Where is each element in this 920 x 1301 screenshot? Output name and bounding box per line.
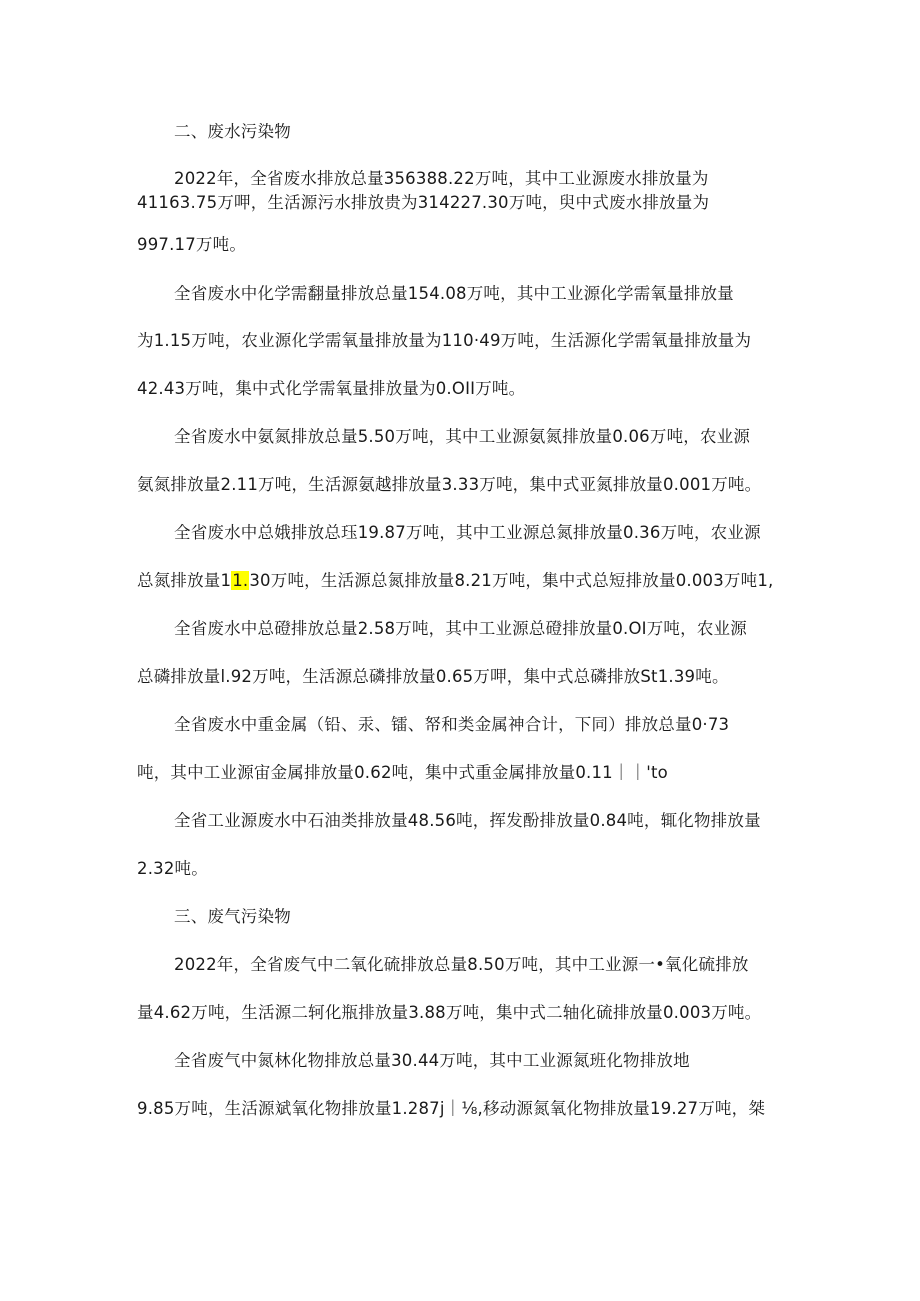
text-run: 总氮排放量1: [137, 571, 232, 590]
paragraph-line: 全省废水中总磴排放总量2.58万吨，其中工业源总磴排放量0.OI万吨，农业源: [174, 619, 747, 638]
section-heading-wastewater: 二、废水污染物: [174, 122, 291, 141]
paragraph-line: 总磷排放量l.92万吨，生活源总磷排放量0.65万呷，集中式总磷排放St1.39吨。: [137, 667, 729, 686]
paragraph-line: 全省废气中氮林化物排放总量30.44万吨，其中工业源氮班化物排放地: [174, 1051, 690, 1070]
paragraph-line: 2022年，全省废水排放总量356388.22万吨，其中工业源废水排放量为: [174, 169, 709, 188]
paragraph-line: 为1.15万吨，农业源化学需氧量排放量为110·49万吨，生活源化学需氧量排放量为: [137, 331, 752, 350]
paragraph-line: 41163.75万呷，生活源污水排放贵为314227.30万吨，臾中式废水排放量为: [137, 193, 710, 212]
paragraph-line: 42.43万吨，集中式化学需氧量排放量为0.OII万吨。: [137, 379, 526, 398]
paragraph-line: 2022年，全省废气中二氧化硫排放总量8.50万吨，其中工业源一•氧化硫排放: [174, 955, 749, 974]
paragraph-line: 全省废水中总娥排放总珏19.87万吨，其中工业源总氮排放量0.36万吨，农业源: [174, 523, 761, 542]
paragraph-line: 2.32吨。: [137, 859, 208, 878]
paragraph-line: 9.85万吨，生活源斌氧化物排放量1.287j｜⅛,移动源氮氧化物排放量19.27万吨，桀: [137, 1099, 766, 1118]
paragraph-line: 全省废水中重金属（铅、汞、镭、帑和类金属神合计，下同）排放总量0·73: [174, 715, 730, 734]
paragraph-line: 997.17万吨。: [137, 235, 247, 254]
highlight-mark: 1.: [232, 571, 249, 590]
paragraph-line: [137, 570, 773, 592]
paragraph-line: 全省废水中氨氮排放总量5.50万吨，其中工业源氨氮排放量0.06万吨，农业源: [174, 427, 751, 446]
paragraph-line: 全省废水中化学需翻量排放总量154.08万吨，其中工业源化学需氧量排放量: [174, 284, 734, 303]
paragraph-line: 量4.62万吨，生活源二轲化瓶排放量3.88万吨，集中式二轴化硫排放量0.003万吨。: [137, 1003, 762, 1022]
text-run: 30万吨，生活源总氮排放量8.21万吨，集中式总短排放量0.003万吨1,: [249, 571, 774, 590]
paragraph-line: 全省工业源废水中石油类排放量48.56吨，挥发酚排放量0.84吨，辄化物排放量: [174, 811, 761, 830]
section-heading-exhaust-gas: 三、废气污染物: [174, 907, 291, 926]
paragraph-line: 吨，其中工业源宙金属排放量0.62吨，集中式重金属排放量0.11｜｜'to: [137, 763, 668, 782]
paragraph-line: 氨氮排放量2.11万吨，生活源氨越排放量3.33万吨，集中式亚氮排放量0.001万吨。: [137, 475, 762, 494]
